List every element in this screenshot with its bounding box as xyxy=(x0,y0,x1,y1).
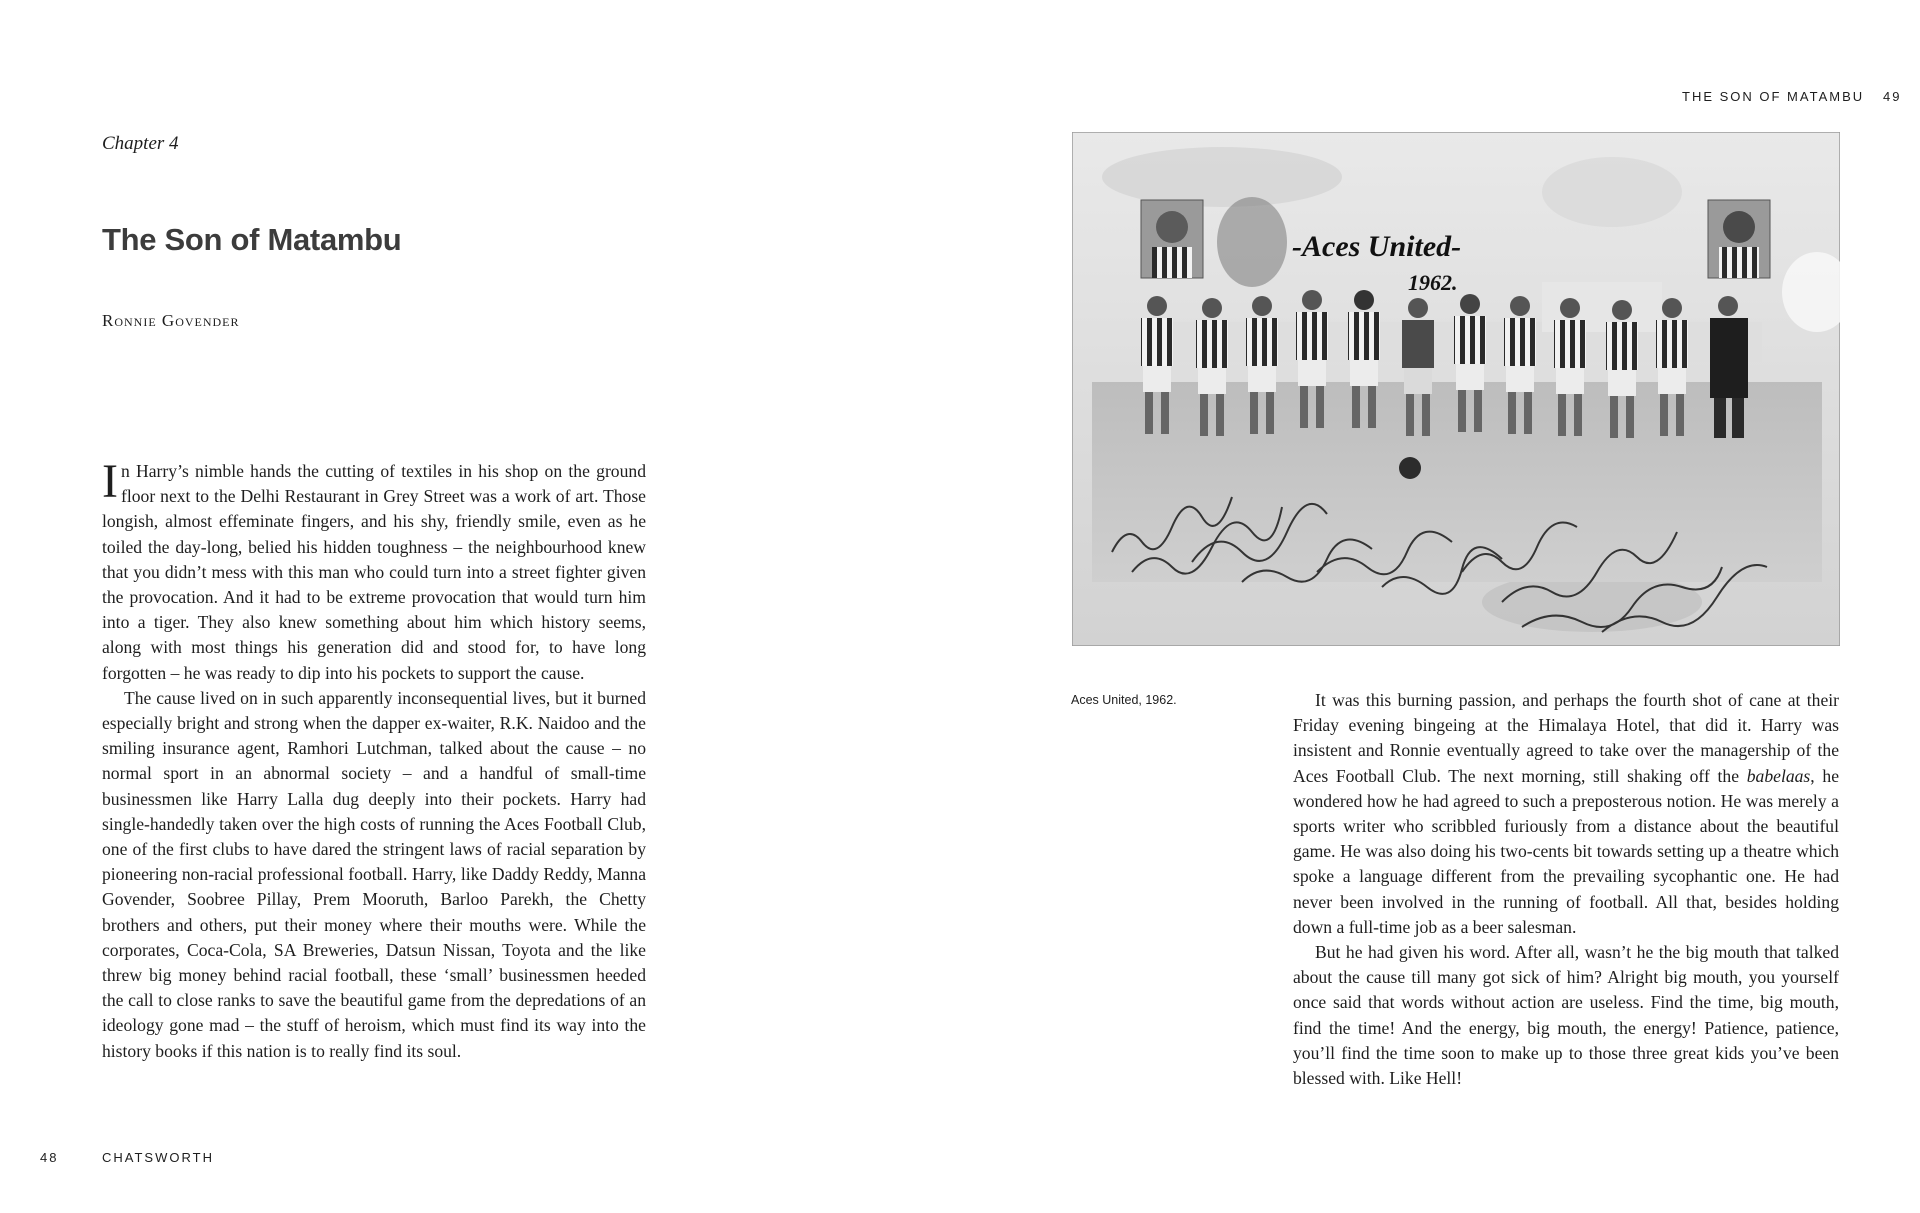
body-paragraph-1: In Harry’s nimble hands the cutting of textiles in his shop on the ground floor next to the Delhi Restaurant in Grey Street was a work of art. Those longish, almost effeminate fingers, and his shy, friendly smile, even as he toiled the day-long, belied his hidden toughness – the neighbourhood knew that you didn’t mess with this man who could turn into a street fighter given the provocation. And it had to be extreme provocation that would turn him into a tiger. They also knew something about him which history seems, along with most things his generation did and stood for, to have long forgotten – he was ready to dip into his pockets to support the cause. xyxy=(102,455,646,683)
italic-term: babelaas xyxy=(1746,765,1811,786)
page-number-left: 48 xyxy=(40,1150,59,1165)
chapter-label: Chapter 4 xyxy=(102,133,179,154)
photo-inscription-title: -Aces United- xyxy=(1292,230,1462,263)
team-photo xyxy=(1072,132,1840,646)
photo-caption: Aces United, 1962. xyxy=(1071,693,1177,707)
right-body-text xyxy=(1293,688,1839,1091)
drop-cap: I xyxy=(102,455,118,508)
body-paragraph-2: The cause lived on in such apparently inconsequential lives, but it burned especially bright and strong when the dapper ex-waiter, R.K. Naidoo and the smiling insurance agent, Ramhori Lutchman, talked about the cause – no normal sport in an abnormal society – and a handful of small-time businessmen like Harry Lalla dug deeply into their pockets. Harry had single-handedly taken over the high costs of running the Aces Football Club, one of the first clubs to have dared the stringent laws of racial separation by pioneering non-racial professional football. Harry, like Daddy Reddy, Manna Govender, Soobree Pillay, Prem Mooruth, Barloo Parekh, the Chetty brothers and others, put their money where their mouths were. While the corporates, Coca-Cola, SA Breweries, Datsun Nissan, Toyota and the like threw big money behind racial football, these ‘small’ businessmen heeded the call to close ranks to save the beautiful game from the depredations of an ideology gone mad – the stuff of heroism, which must find its way into the history books if this nation is to really find its soul. xyxy=(102,687,646,1061)
body-paragraph-3: It was this burning passion, and perhaps the fourth shot of cane at their Friday evening bingeing at the Himalaya Hotel, that did it. Harry was insistent and Ronnie eventually agreed to take over the managership of the Aces Football Club. The next morning, still shaking off the babelaas, he wondered how he had agreed to such a preposterous notion. He was merely a sports writer who scribbled furiously from a distance about the beautiful game. He was also doing his two-cents bit towards setting up a theatre which spoke a language different from the prevailing sycophantic one. He had never been involved in the running of football. All that, besides holding down a full-time job as a beer salesman. xyxy=(1293,690,1839,937)
left-body-text xyxy=(102,455,646,1064)
photo-inscription-year: 1962. xyxy=(1408,270,1458,295)
author-name: Ronnie Govender xyxy=(102,311,240,330)
running-footer: CHATSWORTH xyxy=(102,1150,214,1165)
body-paragraph-4: But he had given his word. After all, wasn’t he the big mouth that talked about the cause till many got sick of him? Alright big mouth, you yourself once said that words without action are useless. Find the time, big mouth, find the time! And the energy, big mouth, the energy! Patience, patience, you’ll find the time soon to make up to those three great kids you’ve been blessed with. Like Hell! xyxy=(1293,942,1839,1089)
running-head: THE SON OF MATAMBU xyxy=(1682,89,1865,104)
page-number-right: 49 xyxy=(1883,89,1902,104)
chapter-title: The Son of Matambu xyxy=(102,222,402,257)
